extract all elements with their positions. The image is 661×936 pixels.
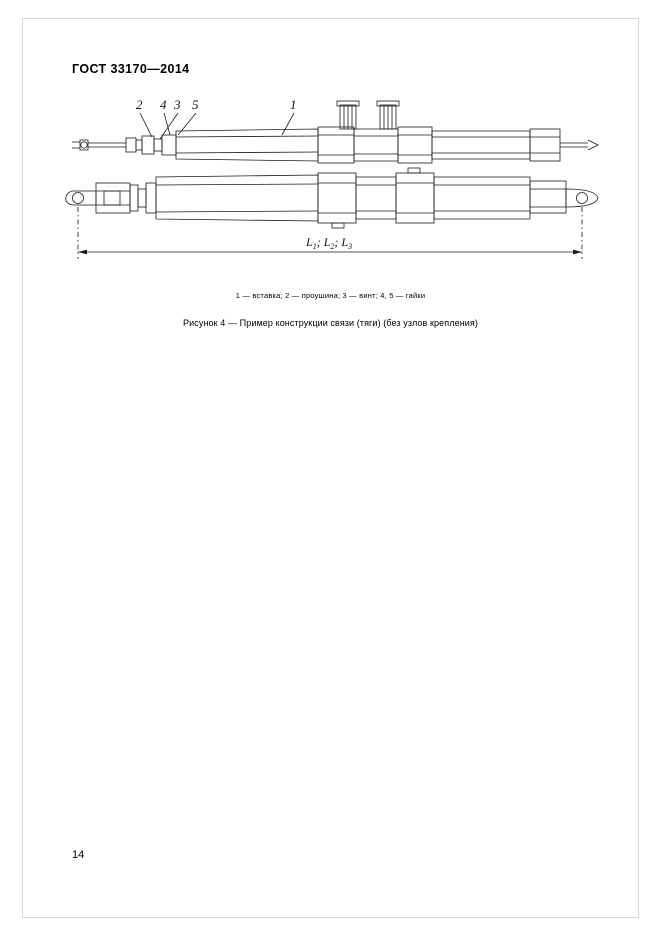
callout-1: 1 xyxy=(290,97,297,112)
figure-drawing xyxy=(60,85,605,265)
page-number: 14 xyxy=(72,849,85,861)
callout-4: 4 xyxy=(160,97,167,112)
callout-3: 3 xyxy=(174,97,181,112)
callout-2: 2 xyxy=(136,97,143,112)
dimension-label: $L_1$; $L_2$; $L_3$ xyxy=(306,235,353,251)
callout-5: 5 xyxy=(192,97,199,112)
figure-legend: 1 — вставка; 2 — проушина; 3 — винт; 4, 5 — гайки xyxy=(235,291,426,300)
technical-drawing-svg xyxy=(60,85,605,265)
standard-number: ГОСТ 33170—2014 xyxy=(72,62,190,76)
figure-caption: Рисунок 4 — Пример конструкции связи (тяги) (без узлов крепления) xyxy=(183,318,478,328)
